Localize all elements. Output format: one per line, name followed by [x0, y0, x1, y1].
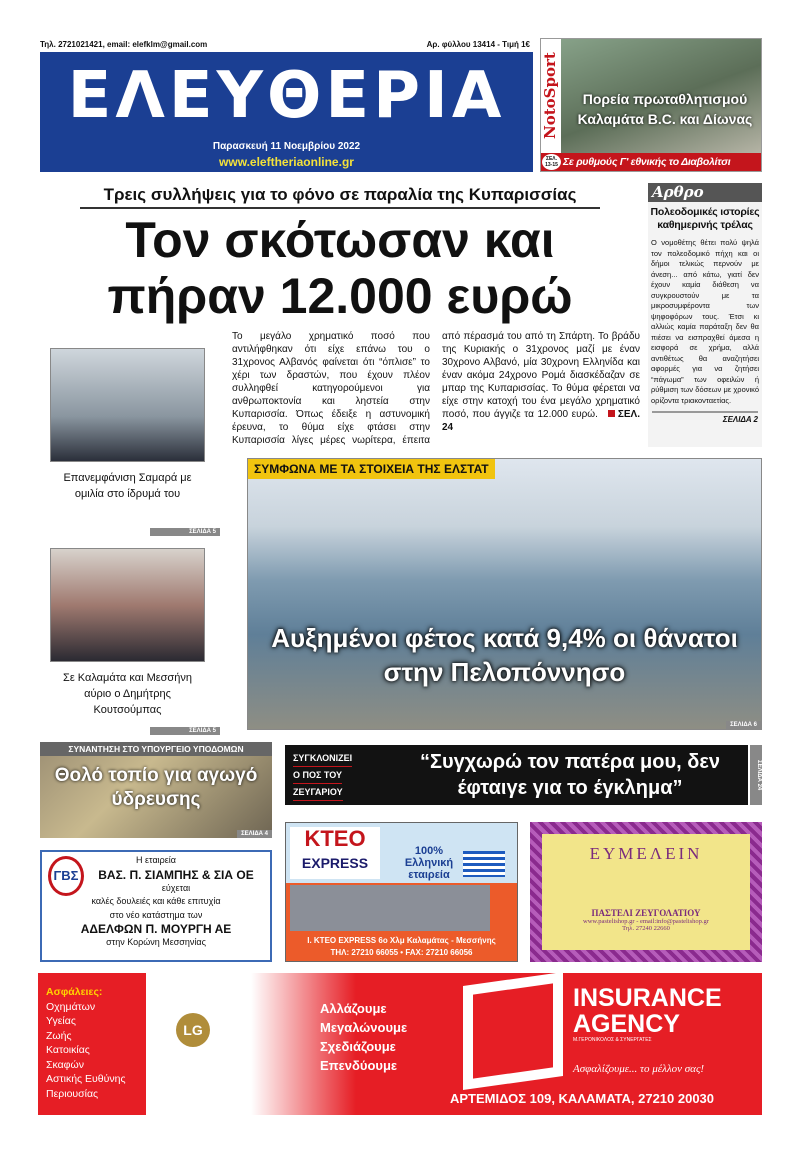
brand-line: INSURANCE: [573, 984, 722, 1012]
photo-story-kicker: ΣΥΜΦΩΝΑ ΜΕ ΤΑ ΣΤΟΙΧΕΙΑ ΤΗΣ ΕΛΣΤΑΤ: [248, 459, 495, 479]
ad-siampis[interactable]: [40, 850, 272, 962]
quote-text: “Συγχωρώ τον πατέρα μου, δεν έφταιγε για το έγκλημα”: [419, 751, 721, 799]
insurance-item: Κατοικίας: [46, 1044, 90, 1056]
pasteli-product: ΠΑΣΤΕΛΙ ΖΕΥΓΟΛΑΤΙΟΥ: [591, 908, 701, 918]
side-caption-2: Σε Καλαμάτα και Μεσσήνη αύριο ο Δημήτρης Κουτσούμπας: [63, 672, 192, 716]
insurance-verb: Αλλάζουμε: [320, 1001, 387, 1016]
mg-logo-icon: [463, 972, 563, 1090]
article-page: ΣΕΛΙΔΑ 2: [652, 411, 758, 425]
water-page: ΣΕΛΙΔΑ 4: [237, 830, 272, 838]
insurance-brand: [573, 985, 722, 1044]
gvs-logo: ΓΒΣ: [48, 856, 84, 896]
article-title: Πολεοδομικές ιστορίες καθημερινής τρέλας: [650, 206, 760, 231]
photo-story-headline: Αυξημένοι φέτος κατά 9,4% οι θάνατοι στην Πελοπόννησο: [271, 623, 738, 687]
greek-flag-icon: [463, 851, 505, 877]
pasteli-web: www.pastelishop.gr - email:info@pastelishop.gr: [583, 918, 709, 925]
article-body: Ο νομοθέτης θέτει πολύ ψηλά τον πολεοδομικό πήχη και οι δήμοι τελικώς περνούν με άνεση... από κάτω, γιατί δεν έχουν καμία διάθεση να συγκρουστούν με τα μικροσυμφέροντα των ψηφοφόρων τους. Έτσι κι αλλιώς καμία παράταξη δεν θα πιέσει να εισπραχθεί άμεσα η εισφορά σε χρήμα, αλλά αντιθέτως θα αναζητήσει αφορμές για να ζητήσει “πάγωμα” των οφειλών ή ρύθμιση των δόσεων με χρονικό ορίζοντα τριακονταετίας.: [651, 238, 759, 405]
kteo-footer: [286, 935, 517, 959]
kteo-claim: [404, 845, 454, 881]
website-link[interactable]: www.eleftheriaonline.gr: [219, 155, 354, 169]
ad-text: Η εταιρεία: [136, 855, 176, 865]
side-page-2: ΣΕΛΙΔΑ 5: [150, 727, 220, 735]
quote-kicker: [293, 750, 352, 801]
pasteli-brand: ΕΥΜΕΛΕΙΝ: [589, 844, 703, 863]
sport-subheadline: [541, 153, 761, 171]
insurance-item: Υγείας: [46, 1015, 76, 1027]
quote-kicker-line: ΣΥΓΚΛΟΝΙΖΕΙ: [293, 750, 352, 767]
ad-text: στο νέο κατάστημα των: [109, 909, 203, 920]
ad-text: εύχεται: [161, 882, 191, 893]
insurance-verb: Μεγαλώνουμε: [320, 1020, 408, 1035]
lead-text: Το μεγάλο χρηματικό ποσό που αντιλήφθηκαν ότι είχε επάνω του ο 31χρονος Αλβανός φαίνεται ότι “όπλισε” το χέρι των δραστών, που έχουν πλέον συλληφθεί κατηγορούμενοι για ανθρωποκτονία και ληστεία στην Κυπαρισσία. Όπως έδειξε η αστυνομική έρευνα, το θύμα είχε φτάσει στην Κυπαρισσία λίγες μέρες νωρίτερα, έπειτα από πέρασμά του από τη Σπάρτη. Το βράδυ της Κυριακής ο 31χρονος μαζί με έναν 30χρονο Αλβανό, μία 30χρονη Ελληνίδα και έναν ακόμα 24χρονο Ρομά διασκέδαζαν σε μπαρ της Κυπαρισσίας. Το θύμα φέρεται να είχε στην κατοχή του ένα μεγάλο χρηματικό ποσό, που άγγιζε τα 12.000 ευρώ.: [232, 331, 640, 446]
sport-page-tag[interactable]: ΣΕΛ. 13-15: [542, 154, 561, 170]
ad-text: καλές δουλειές και κάθε επιτυχία: [91, 896, 221, 906]
insurance-verb: Σχεδιάζουμε: [320, 1039, 396, 1054]
kteo-address: I. KTEO EXPRESS 6ο Χλμ Καλαμάτας - Μεσσήνης: [307, 936, 496, 945]
side-page-1: ΣΕΛΙΔΑ 5: [150, 528, 220, 536]
samaras-photo: [50, 348, 205, 462]
kteo-logo-sub: EXPRESS: [301, 855, 369, 871]
ad-recipient: ΑΔΕΛΦΩΝ Π. ΜΟΥΡΓΗ ΑΕ: [80, 922, 232, 936]
insurance-list: [46, 985, 126, 1101]
insurance-list-title: Ασφάλειες:: [46, 986, 103, 998]
insurance-slogan: Ασφαλίζουμε... το μέλλον σας!: [573, 1063, 705, 1075]
photo-story[interactable]: [247, 458, 762, 730]
masthead: [40, 52, 533, 172]
insurance-item: Οχημάτων: [46, 1000, 96, 1013]
sport-brand: NotoSport: [541, 39, 561, 153]
ad-pasteli-panel: [542, 834, 750, 950]
issue-date: Παρασκευή 11 Νοεμβρίου 2022: [212, 141, 361, 152]
ad-pasteli[interactable]: [530, 822, 762, 962]
kteo-phones: ΤΗΛ: 27210 66055 • FAX: 27210 66056: [330, 948, 473, 957]
koutsoumpas-photo: [50, 548, 205, 662]
opinion-article[interactable]: [648, 183, 762, 447]
ad-text: στην Κορώνη Μεσσηνίας: [106, 937, 206, 947]
side-caption-1: Επανεμφάνιση Σαμαρά με ομιλία στο ίδρυμά του: [63, 472, 192, 500]
sport-bar-text: Σε ρυθμούς Γ' εθνικής το Διαβολίτσι: [563, 156, 731, 168]
article-label: Αρθρο: [648, 183, 762, 202]
insurance-item: Αστικής Ευθύνης: [46, 1073, 126, 1085]
insurance-item: Περιουσίας: [46, 1087, 99, 1100]
newspaper-logo: ΕΛΕΥΘΕΡΙΑ: [67, 59, 506, 133]
sport-promo[interactable]: [540, 38, 762, 172]
kteo-logo: [290, 827, 380, 879]
kteo-pct: 100%: [414, 845, 444, 857]
insurance-address: ΑΡΤΕΜΙΔΟΣ 109, ΚΑΛΑΜΑΤΑ, 27210 20030: [450, 1091, 715, 1106]
brand-sub: Μ.ΓΕΡΟΝΙΚΟΛΟΣ & ΣΥΝΕΡΓΑΤΕΣ: [573, 1037, 652, 1043]
quote-page: ΣΕΛΙΔΑ 24: [750, 745, 762, 805]
sport-headline: Πορεία πρωταθλητισμού Καλαμάτα Β.C. και Δίωνας: [577, 91, 753, 127]
water-kicker: ΣΥΝΑΝΤΗΣΗ ΣΤΟ ΥΠΟΥΡΓΕΙΟ ΥΠΟΔΟΜΩΝ: [40, 742, 272, 756]
insurance-verb: Επενδύουμε: [320, 1058, 398, 1073]
lead-body: [232, 330, 640, 447]
insurance-verbs: [320, 999, 407, 1075]
brand-line: AGENCY: [573, 1010, 680, 1038]
insurance-item: Σκαφών: [46, 1058, 84, 1071]
kteo-pct-sub: Ελληνική εταιρεία: [404, 857, 454, 881]
ad-insurance[interactable]: [38, 973, 762, 1115]
lead-headline: Τον σκότωσαν και πήραν 12.000 ευρώ: [107, 212, 573, 324]
photo-story-page: ΣΕΛΙΔΑ 6: [726, 721, 761, 729]
quote-kicker-line: ΖΕΥΓΑΡΙΟΥ: [293, 784, 343, 801]
lead-kicker: Τρεις συλλήψεις για το φόνο σε παραλία της Κυπαρισσίας: [80, 185, 600, 209]
water-story[interactable]: [40, 742, 272, 838]
water-headline: Θολό τοπίο για αγωγό ύδρευσης: [54, 765, 258, 810]
pasteli-phone: Τηλ. 27240 22660: [622, 925, 670, 932]
quote-story[interactable]: [285, 745, 748, 805]
insurance-item: Ζωής: [46, 1029, 72, 1042]
contact-info: Τηλ. 2721021421, email: elefklm@gmail.com: [40, 40, 208, 49]
kteo-logo-text: KTEO: [304, 826, 366, 851]
kteo-building-image: [290, 885, 490, 931]
issue-info: Αρ. φύλλου 13414 - Τιμή 1€: [426, 40, 530, 49]
ad-kteo[interactable]: [285, 822, 518, 962]
ad-company: ΒΑΣ. Π. ΣΙΑΜΠΗΣ & ΣΙΑ ΟΕ: [98, 867, 254, 882]
quote-kicker-line: Ο ΠΟΣ ΤΟΥ: [293, 767, 342, 784]
lg-logo: LG: [176, 1013, 210, 1047]
lead-page-ref[interactable]: ΣΕΛ. 24: [442, 409, 640, 433]
